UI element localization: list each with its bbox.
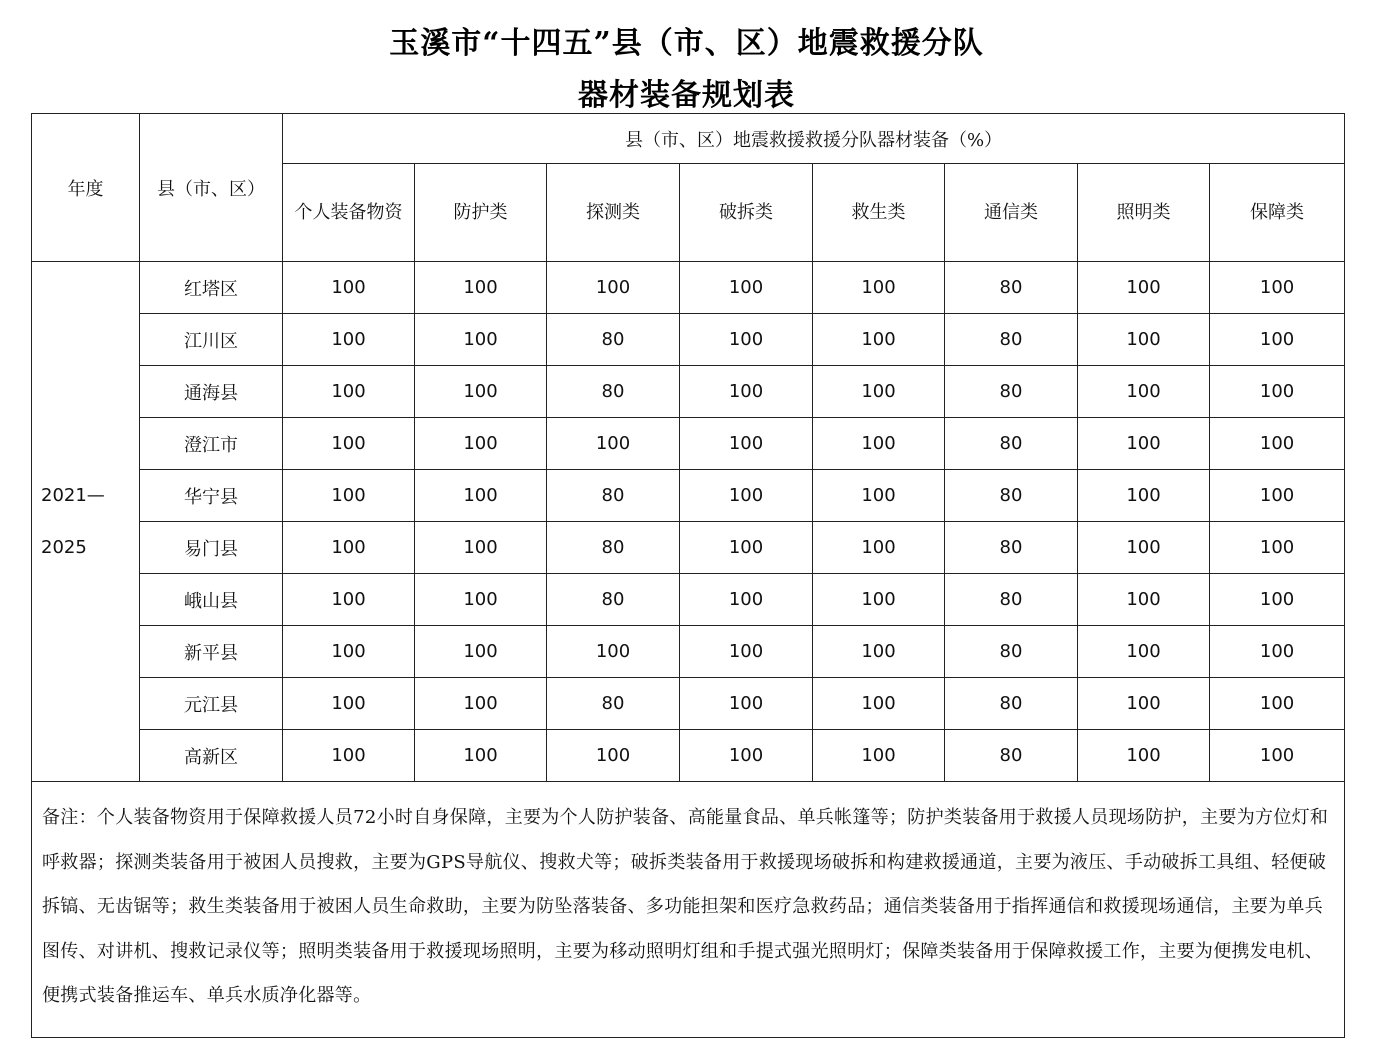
value-cell: 100 <box>680 314 813 366</box>
value-cell: 100 <box>813 574 945 626</box>
value-cell: 80 <box>945 366 1078 418</box>
table-row <box>32 522 1345 574</box>
value-cell: 100 <box>813 678 945 730</box>
value-cell: 100 <box>813 470 945 522</box>
table-row <box>32 626 1345 678</box>
value-cell: 80 <box>945 470 1078 522</box>
value-cell: 80 <box>547 522 680 574</box>
value-cell: 100 <box>1210 262 1345 314</box>
equipment-plan-table <box>31 113 1345 1038</box>
header-support: 保障类 <box>1210 164 1345 262</box>
value-cell: 100 <box>283 522 415 574</box>
table-row <box>32 574 1345 626</box>
county-cell: 峨山县 <box>140 574 283 626</box>
value-cell: 100 <box>1078 314 1210 366</box>
notes-row <box>32 782 1345 1038</box>
value-cell: 100 <box>1210 522 1345 574</box>
value-cell: 80 <box>945 418 1078 470</box>
value-cell: 80 <box>945 574 1078 626</box>
value-cell: 80 <box>547 470 680 522</box>
value-cell: 100 <box>283 626 415 678</box>
header-lighting: 照明类 <box>1078 164 1210 262</box>
value-cell: 100 <box>415 574 547 626</box>
value-cell: 100 <box>1078 678 1210 730</box>
value-cell: 100 <box>547 730 680 782</box>
value-cell: 100 <box>680 262 813 314</box>
value-cell: 100 <box>415 522 547 574</box>
table-row <box>32 262 1345 314</box>
year-range-cell: 2021—2025 <box>32 262 140 782</box>
value-cell: 100 <box>283 470 415 522</box>
value-cell: 100 <box>547 626 680 678</box>
value-cell: 80 <box>945 522 1078 574</box>
header-detection: 探测类 <box>547 164 680 262</box>
table-row <box>32 678 1345 730</box>
value-cell: 100 <box>813 522 945 574</box>
county-cell: 通海县 <box>140 366 283 418</box>
value-cell: 100 <box>415 314 547 366</box>
header-county: 县（市、区） <box>140 114 283 262</box>
value-cell: 100 <box>1210 418 1345 470</box>
value-cell: 100 <box>1078 262 1210 314</box>
header-lifesaving: 救生类 <box>813 164 945 262</box>
table-row <box>32 418 1345 470</box>
value-cell: 100 <box>415 626 547 678</box>
value-cell: 100 <box>1078 574 1210 626</box>
value-cell: 100 <box>680 522 813 574</box>
header-personal-supplies: 个人装备物资 <box>283 164 415 262</box>
value-cell: 80 <box>547 366 680 418</box>
value-cell: 100 <box>283 574 415 626</box>
value-cell: 100 <box>1210 470 1345 522</box>
value-cell: 100 <box>415 366 547 418</box>
county-cell: 江川区 <box>140 314 283 366</box>
value-cell: 100 <box>1210 314 1345 366</box>
county-cell: 红塔区 <box>140 262 283 314</box>
value-cell: 100 <box>283 678 415 730</box>
value-cell: 100 <box>415 470 547 522</box>
value-cell: 100 <box>680 574 813 626</box>
value-cell: 100 <box>547 262 680 314</box>
table-row <box>32 366 1345 418</box>
notes-text: 备注：个人装备物资用于保障救援人员72小时自身保障，主要为个人防护装备、高能量食品、单兵帐篷等；防护类装备用于救援人员现场防护，主要为方位灯和呼救器；探测类装备用于被困人员搜救，主要为GPS导航仪、搜救犬等；破拆类装备用于救援现场破拆和构建救援通道，主要为液压、手动破拆工具组、轻便破拆镐、无齿锯等；救生类装备用于被困人员生命救助，主要为防坠落装备、多功能担架和医疗急救药品；通信类装备用于指挥通信和救援现场通信，主要为单兵图传、对讲机、搜救记录仪等；照明类装备用于救援现场照明，主要为移动照明灯组和手提式强光照明灯；保障类装备用于保障救援工作，主要为便携发电机、便携式装备推运车、单兵水质净化器等。 <box>32 782 1345 1038</box>
value-cell: 100 <box>283 730 415 782</box>
value-cell: 100 <box>415 418 547 470</box>
county-cell: 华宁县 <box>140 470 283 522</box>
header-protection: 防护类 <box>415 164 547 262</box>
value-cell: 80 <box>945 314 1078 366</box>
value-cell: 100 <box>547 418 680 470</box>
value-cell: 100 <box>1210 730 1345 782</box>
header-communication: 通信类 <box>945 164 1078 262</box>
value-cell: 100 <box>415 262 547 314</box>
county-cell: 高新区 <box>140 730 283 782</box>
value-cell: 100 <box>1210 678 1345 730</box>
county-cell: 新平县 <box>140 626 283 678</box>
county-cell: 易门县 <box>140 522 283 574</box>
county-cell: 元江县 <box>140 678 283 730</box>
value-cell: 100 <box>680 678 813 730</box>
value-cell: 100 <box>813 314 945 366</box>
value-cell: 100 <box>1078 470 1210 522</box>
value-cell: 100 <box>813 418 945 470</box>
value-cell: 100 <box>283 366 415 418</box>
value-cell: 80 <box>547 678 680 730</box>
value-cell: 80 <box>945 262 1078 314</box>
value-cell: 100 <box>1210 366 1345 418</box>
value-cell: 100 <box>1210 574 1345 626</box>
table-row <box>32 730 1345 782</box>
value-cell: 100 <box>680 470 813 522</box>
value-cell: 80 <box>547 574 680 626</box>
document-title-line-1: 玉溪市“十四五”县（市、区）地震救援分队 <box>389 26 984 61</box>
table-row <box>32 470 1345 522</box>
header-row-group <box>32 114 1345 164</box>
value-cell: 100 <box>680 730 813 782</box>
value-cell: 100 <box>283 262 415 314</box>
value-cell: 100 <box>1078 366 1210 418</box>
value-cell: 100 <box>415 678 547 730</box>
value-cell: 100 <box>1210 626 1345 678</box>
value-cell: 80 <box>945 730 1078 782</box>
value-cell: 100 <box>813 626 945 678</box>
value-cell: 100 <box>813 366 945 418</box>
value-cell: 100 <box>813 262 945 314</box>
value-cell: 100 <box>415 730 547 782</box>
value-cell: 100 <box>813 730 945 782</box>
value-cell: 100 <box>1078 626 1210 678</box>
value-cell: 100 <box>283 418 415 470</box>
header-equipment-group: 县（市、区）地震救援救援分队器材装备（%） <box>283 114 1345 164</box>
value-cell: 100 <box>680 626 813 678</box>
county-cell: 澄江市 <box>140 418 283 470</box>
header-demolition: 破拆类 <box>680 164 813 262</box>
value-cell: 80 <box>547 314 680 366</box>
value-cell: 80 <box>945 626 1078 678</box>
value-cell: 100 <box>283 314 415 366</box>
value-cell: 100 <box>1078 418 1210 470</box>
value-cell: 100 <box>1078 522 1210 574</box>
value-cell: 100 <box>680 366 813 418</box>
value-cell: 100 <box>1078 730 1210 782</box>
table-row <box>32 314 1345 366</box>
header-year: 年度 <box>32 114 140 262</box>
value-cell: 80 <box>945 678 1078 730</box>
document-title-line-2: 器材装备规划表 <box>578 78 795 113</box>
value-cell: 100 <box>680 418 813 470</box>
